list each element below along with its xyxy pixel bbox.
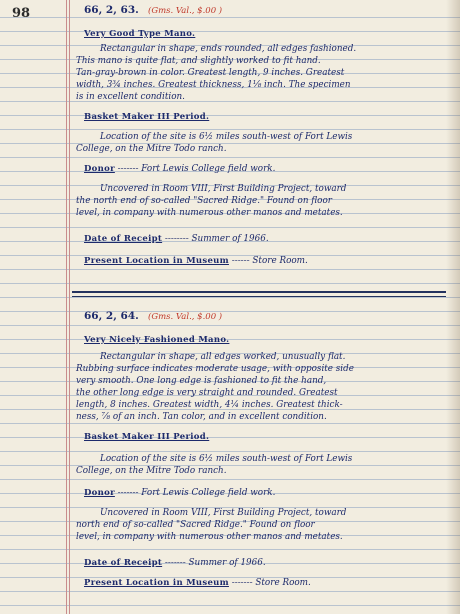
- value-stamp: (Gms. Val., $.00 ): [148, 6, 223, 16]
- entry-title: Very Good Type Mano.: [84, 29, 196, 39]
- description-line: Rubbing surface indicates moderate usage, with opposite side: [76, 364, 354, 374]
- uncovered-line: the north end of so-called "Sacred Ridge." Found on floor: [76, 196, 332, 206]
- museum-location-line: Present Location in Museum ------- Store Room.: [84, 578, 311, 588]
- uncovered-line: level, in company with numerous other manos and metates.: [76, 532, 343, 542]
- period-heading: Basket Maker III Period.: [84, 112, 210, 122]
- uncovered-line: level, in company with numerous other manos and metates.: [76, 208, 343, 218]
- donor-label: Donor: [84, 164, 115, 174]
- uncovered-line: Uncovered in Room VIII, First Building Project, toward: [100, 184, 347, 194]
- donor-value: Fort Lewis College field work.: [141, 488, 276, 498]
- museum-location-value: Store Room.: [252, 256, 308, 266]
- receipt-line: Date of Receipt ------- Summer of 1966.: [84, 558, 266, 568]
- page-number: 98: [12, 6, 31, 21]
- page-edge-shadow: [446, 0, 460, 614]
- museum-location-label: Present Location in Museum: [84, 256, 229, 266]
- description-line: This mano is quite flat, and slightly worked to fit hand.: [76, 56, 321, 66]
- receipt-value: Summer of 1966.: [188, 558, 266, 568]
- receipt-value: Summer of 1966.: [191, 234, 269, 244]
- description-line: the other long edge is very straight and rounded. Greatest: [76, 388, 338, 398]
- description-line: width, 3¾ inches. Greatest thickness, 1⅛ inch. The specimen: [76, 80, 351, 90]
- description-line: is in excellent condition.: [76, 92, 185, 102]
- site-location-line: Location of the site is 6½ miles south-west of Fort Lewis: [100, 132, 353, 142]
- site-location-line: College, on the Mitre Todo ranch.: [76, 466, 227, 476]
- accession-number: 66, 2, 64.: [84, 310, 139, 322]
- site-location-line: Location of the site is 6½ miles south-west of Fort Lewis: [100, 454, 353, 464]
- donor-line: Donor ------- Fort Lewis College field work.: [84, 488, 276, 498]
- description-line: Tan-gray-brown in color. Greatest length, 9 inches. Greatest: [76, 68, 345, 78]
- description-line: Rectangular in shape, all edges worked, unusually flat.: [100, 352, 346, 362]
- description-line: Rectangular in shape, ends rounded, all edges fashioned.: [100, 44, 357, 54]
- accession-number: 66, 2, 63.: [84, 4, 139, 16]
- entry-divider: [72, 291, 446, 293]
- uncovered-line: Uncovered in Room VIII, First Building Project, toward: [100, 508, 347, 518]
- description-line: length, 8 inches. Greatest width, 4¼ inches. Greatest thick-: [76, 400, 343, 410]
- entry-title: Very Nicely Fashioned Mano.: [84, 335, 230, 345]
- receipt-label: Date of Receipt: [84, 234, 163, 244]
- uncovered-line: north end of so-called "Sacred Ridge." Found on floor: [76, 520, 315, 530]
- site-location-line: College, on the Mitre Todo ranch.: [76, 144, 227, 154]
- museum-location-line: Present Location in Museum ------ Store Room.: [84, 256, 308, 266]
- donor-label: Donor: [84, 488, 115, 498]
- receipt-label: Date of Receipt: [84, 558, 163, 568]
- receipt-line: Date of Receipt -------- Summer of 1966.: [84, 234, 269, 244]
- donor-line: Donor ------- Fort Lewis College field work.: [84, 164, 276, 174]
- description-line: very smooth. One long edge is fashioned to fit the hand,: [76, 376, 327, 386]
- value-stamp: (Gms. Val., $.00 ): [148, 312, 223, 322]
- donor-value: Fort Lewis College field work.: [141, 164, 276, 174]
- period-heading: Basket Maker III Period.: [84, 432, 210, 442]
- museum-location-label: Present Location in Museum: [84, 578, 229, 588]
- description-line: ness, ⅞ of an inch. Tan color, and in excellent condition.: [76, 412, 327, 422]
- museum-location-value: Store Room.: [255, 578, 311, 588]
- entry-divider: [72, 296, 446, 297]
